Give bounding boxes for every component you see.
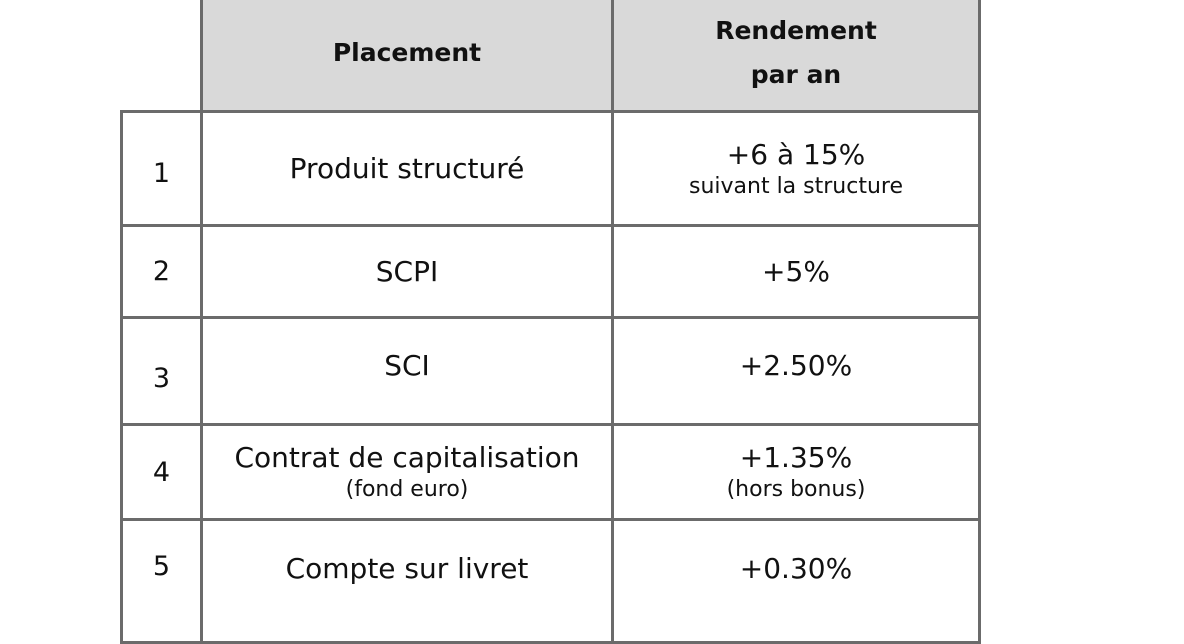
placement-cell: [202, 112, 613, 226]
row-number: 5: [122, 520, 202, 643]
placement-cell: [202, 425, 613, 520]
table-row: [122, 520, 980, 643]
header-row: [122, 0, 980, 112]
rendement-cell: [613, 112, 980, 226]
rendement-cell: [613, 425, 980, 520]
placement-name: SCPI: [375, 254, 439, 288]
header-rendement-line1: Rendement: [715, 16, 877, 45]
table-row: [122, 112, 980, 226]
header-placement-label: Placement: [332, 38, 482, 67]
table-row: [122, 318, 980, 425]
placement-name: SCI: [384, 349, 430, 382]
table-row: [122, 226, 980, 318]
header-placement: [202, 0, 613, 112]
placement-name: Produit structuré: [289, 151, 525, 185]
header-corner-cell: [122, 0, 202, 112]
rendement-note: suivant la structure: [688, 173, 903, 199]
rendement-value: +0.30%: [739, 552, 853, 585]
row-number: 2: [122, 226, 202, 318]
placement-name: Compte sur livret: [285, 552, 529, 585]
header-rendement: [613, 0, 980, 112]
placement-cell: [202, 226, 613, 318]
header-rendement-line2: par an: [750, 60, 842, 89]
investment-returns-table-container: [120, 0, 981, 644]
table-row: [122, 425, 980, 520]
placement-cell: [202, 318, 613, 425]
rendement-value: +5%: [762, 254, 830, 288]
placement-cell: [202, 520, 613, 643]
rendement-value: +2.50%: [739, 349, 853, 382]
rendement-value: +1.35%: [739, 441, 853, 474]
row-number: 1: [122, 112, 202, 226]
row-number: 4: [122, 425, 202, 520]
placement-name: Contrat de capitalisation: [234, 441, 580, 474]
row-number: 3: [122, 318, 202, 425]
rendement-cell: [613, 226, 980, 318]
rendement-note: (hors bonus): [726, 477, 866, 502]
investment-returns-table: [120, 0, 981, 644]
rendement-value: +6 à 15%: [726, 137, 866, 171]
rendement-cell: [613, 318, 980, 425]
placement-note: (fond euro): [345, 477, 469, 502]
rendement-cell: [613, 520, 980, 643]
